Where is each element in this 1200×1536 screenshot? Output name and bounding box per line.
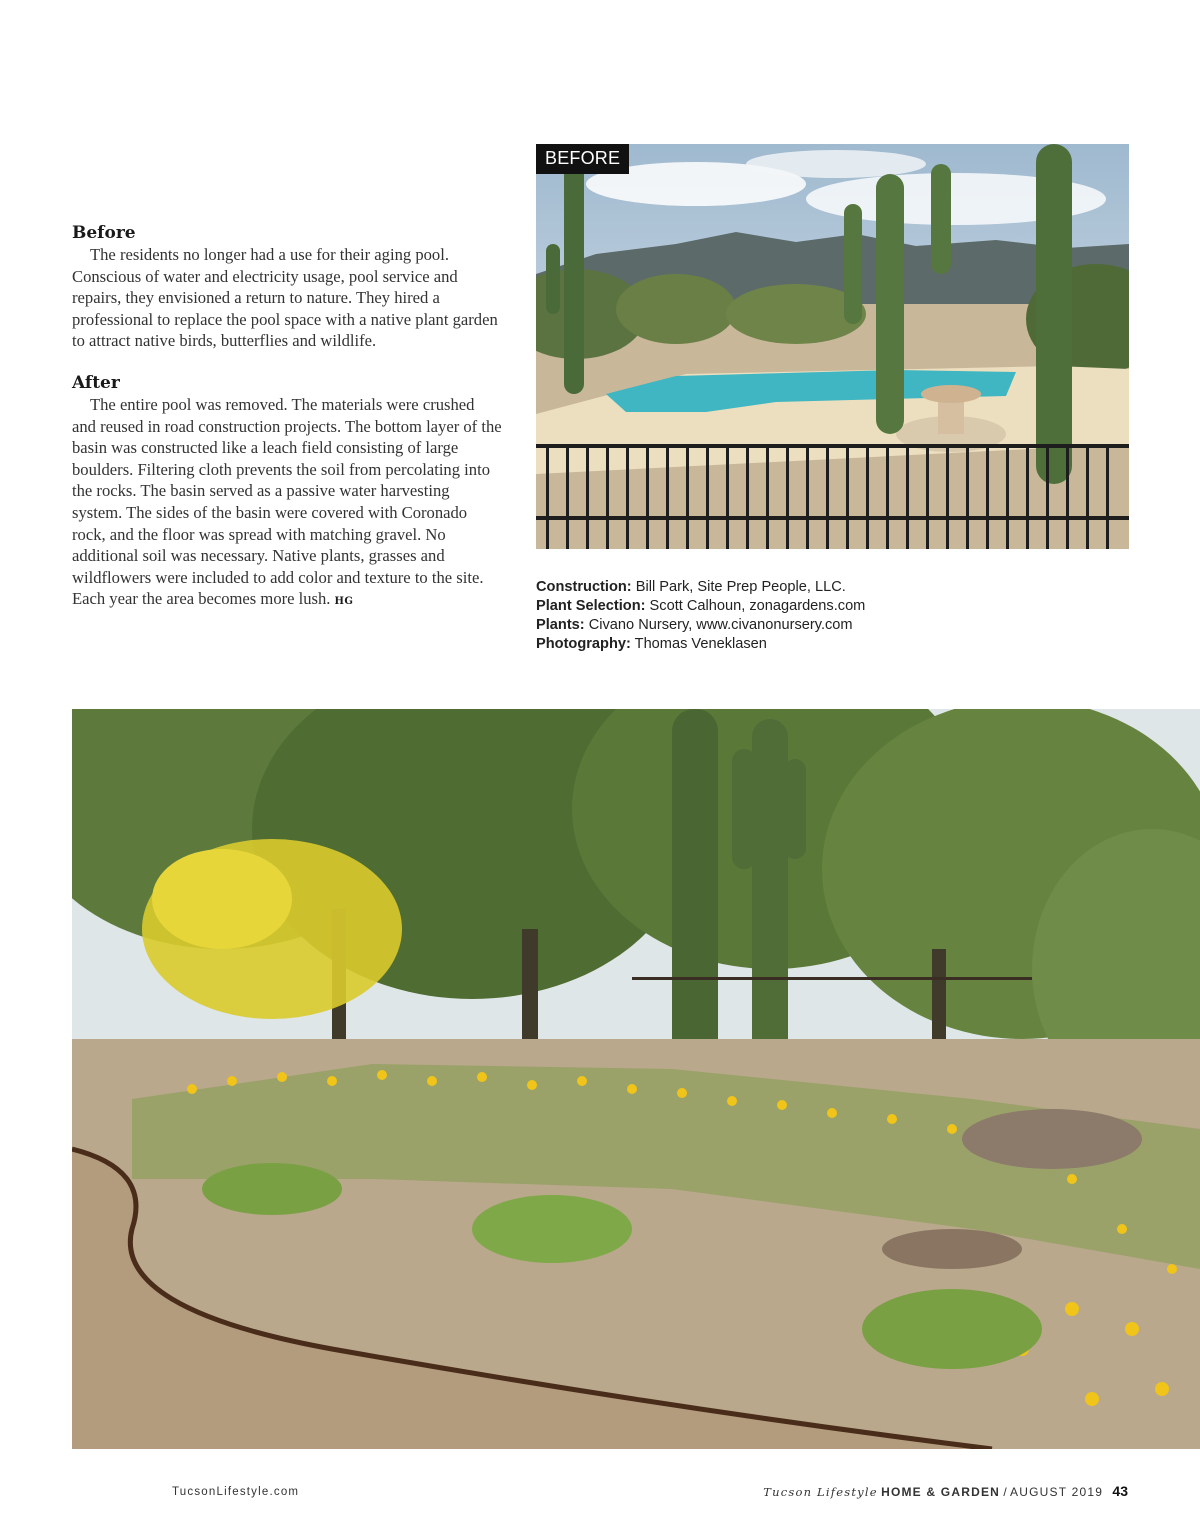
before-paragraph [72, 244, 502, 352]
footer-section: HOME & GARDEN [881, 1485, 1001, 1499]
credits-block [536, 578, 1136, 654]
article-text-column [72, 222, 502, 613]
credit-label: Photography: [536, 636, 631, 652]
page-number: 43 [1112, 1483, 1128, 1499]
footer-date: AUGUST 2019 [1010, 1485, 1104, 1499]
credit-plant-selection [536, 597, 1136, 616]
credit-label: Plant Selection: [536, 598, 646, 614]
credit-plants [536, 616, 1136, 635]
credit-construction [536, 578, 1136, 597]
end-mark: HG [334, 596, 354, 608]
before-text: The residents no longer had a use for their aging pool. Conscious of water and electricity usage, pool service and repairs, they envisioned a return to nature. They hired a professional to replace the pool space with a native plant garden to attract native birds, butterflies and wildlife. [72, 245, 498, 351]
after-heading: After [72, 372, 120, 393]
before-heading: Before [72, 223, 136, 243]
before-tag: BEFORE [536, 144, 629, 174]
after-paragraph [72, 394, 502, 613]
footer-separator: / [1003, 1485, 1007, 1499]
credit-value: Scott Calhoun, zonagardens.com [649, 598, 866, 614]
before-photo [536, 144, 1129, 549]
after-text: The entire pool was removed. The materials were crushed and reused in road construction projects. The bottom layer of the basin was constructed like a leach field consisting of large boulders. Filtering cloth prevents the soil from percolating into the rocks. The basin served as a passive water harvesting system. The sides of the basin were covered with Coronado rock, and the floor was spread with matching gravel. No additional soil was necessary. Native plants, grasses and wildflowers were included to add color and texture to the site. Each year the area becomes more lush. [72, 394, 502, 609]
credit-photography [536, 635, 1136, 654]
footer-magazine: Tucson Lifestyle [763, 1485, 878, 1499]
credit-label: Plants: [536, 617, 585, 633]
credit-value: Civano Nursery, www.civanonursery.com [588, 617, 853, 633]
after-photo-illustration [72, 709, 1200, 1449]
credit-label: Construction: [536, 579, 632, 595]
credit-value: Bill Park, Site Prep People, LLC. [635, 579, 846, 595]
footer-website: TucsonLifestyle.com [172, 1486, 300, 1498]
before-photo-illustration [536, 144, 1129, 549]
after-photo [72, 709, 1200, 1449]
footer-folio [763, 1483, 1128, 1499]
credit-value: Thomas Veneklasen [634, 636, 767, 652]
